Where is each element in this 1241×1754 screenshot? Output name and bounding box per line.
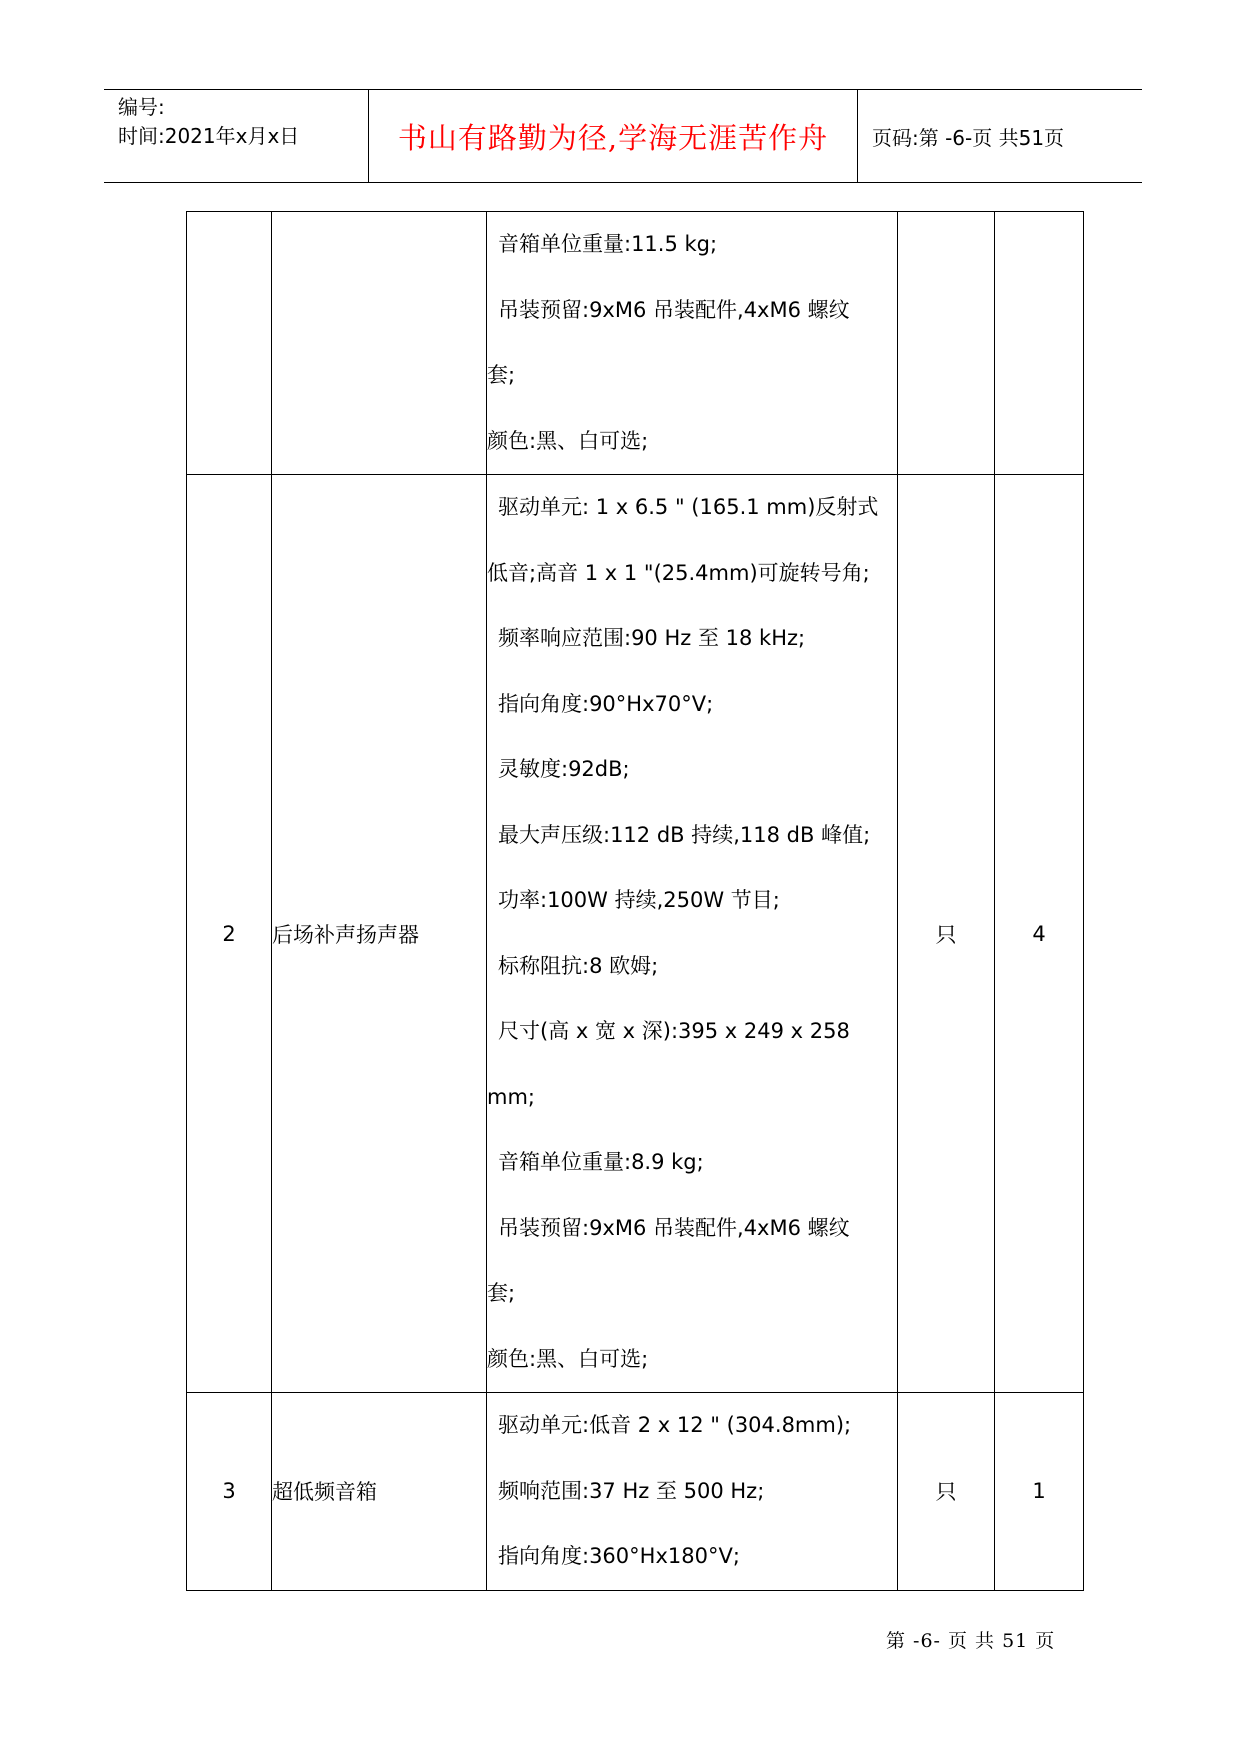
spec-line: 标称阻抗:8 欧姆; [498, 953, 659, 978]
product-name-cell [272, 212, 487, 475]
spec-line: 最大声压级:112 dB 持续,118 dB 峰值; [498, 822, 871, 847]
row-number-cell: 2 [187, 475, 272, 1393]
specification-cell [487, 475, 898, 1393]
unit-cell [898, 212, 995, 475]
spec-line: 频响范围:37 Hz 至 500 Hz; [498, 1478, 765, 1503]
quantity-cell: 4 [995, 475, 1084, 1393]
spec-line: 功率:100W 持续,250W 节目; [498, 888, 780, 912]
header-slogan: 书山有路勤为径,学海无涯苦作舟 [368, 90, 858, 182]
specification-cell [487, 1393, 898, 1591]
table-row [187, 1393, 1084, 1591]
spec-line: 频率响应范围:90 Hz 至 18 kHz; [498, 626, 806, 650]
specification-cell [487, 212, 898, 475]
row-number-cell [187, 212, 272, 475]
header-page-code: 页码:第 -6-页 共51页 [872, 125, 1065, 150]
spec-line: 低音;高音 1 x 1 "(25.4mm)可旋转号角; [487, 560, 870, 585]
row-number-cell: 3 [187, 1393, 272, 1591]
spec-line: 颜色:黑、白可选; [487, 428, 649, 453]
quantity-cell [995, 212, 1084, 475]
spec-line: 驱动单元: 1 x 6.5 " (165.1 mm)反射式 [498, 495, 879, 519]
spec-line: 指向角度:90°Hx70°V; [498, 691, 714, 716]
page-footer: 第 -6- 页 共 51 页 [886, 1630, 1056, 1652]
spec-line: mm; [487, 1084, 535, 1109]
table-row [187, 212, 1084, 475]
product-name-cell: 后场补声扬声器 [272, 475, 487, 1393]
spec-line: 颜色:黑、白可选; [487, 1346, 649, 1371]
product-name-cell: 超低频音箱 [272, 1393, 487, 1591]
spec-line: 音箱单位重量:8.9 kg; [498, 1150, 704, 1174]
header-meta [104, 90, 368, 182]
spec-line: 音箱单位重量:11.5 kg; [498, 232, 718, 256]
spec-line: 灵敏度:92dB; [498, 757, 630, 781]
unit-cell: 只 [898, 1393, 995, 1591]
table-body [187, 212, 1084, 1591]
quantity-cell: 1 [995, 1393, 1084, 1591]
spec-line: 驱动单元:低音 2 x 12 " (304.8mm); [498, 1413, 852, 1437]
unit-cell: 只 [898, 475, 995, 1393]
page-header [104, 89, 1142, 183]
document-number-label: 编号: [118, 95, 165, 119]
spec-line: 套; [487, 1281, 516, 1305]
spec-line: 指向角度:360°Hx180°V; [498, 1544, 740, 1568]
equipment-spec-table [186, 211, 1084, 1591]
spec-line: 套; [487, 363, 516, 387]
table-row [187, 475, 1084, 1393]
document-time-label: 时间:2021年x月x日 [118, 124, 300, 148]
spec-line: 尺寸(高 x 宽 x 深):395 x 249 x 258 [498, 1019, 850, 1043]
spec-line: 吊装预留:9xM6 吊装配件,4xM6 螺纹 [498, 1215, 850, 1240]
spec-line: 吊装预留:9xM6 吊装配件,4xM6 螺纹 [498, 297, 850, 322]
